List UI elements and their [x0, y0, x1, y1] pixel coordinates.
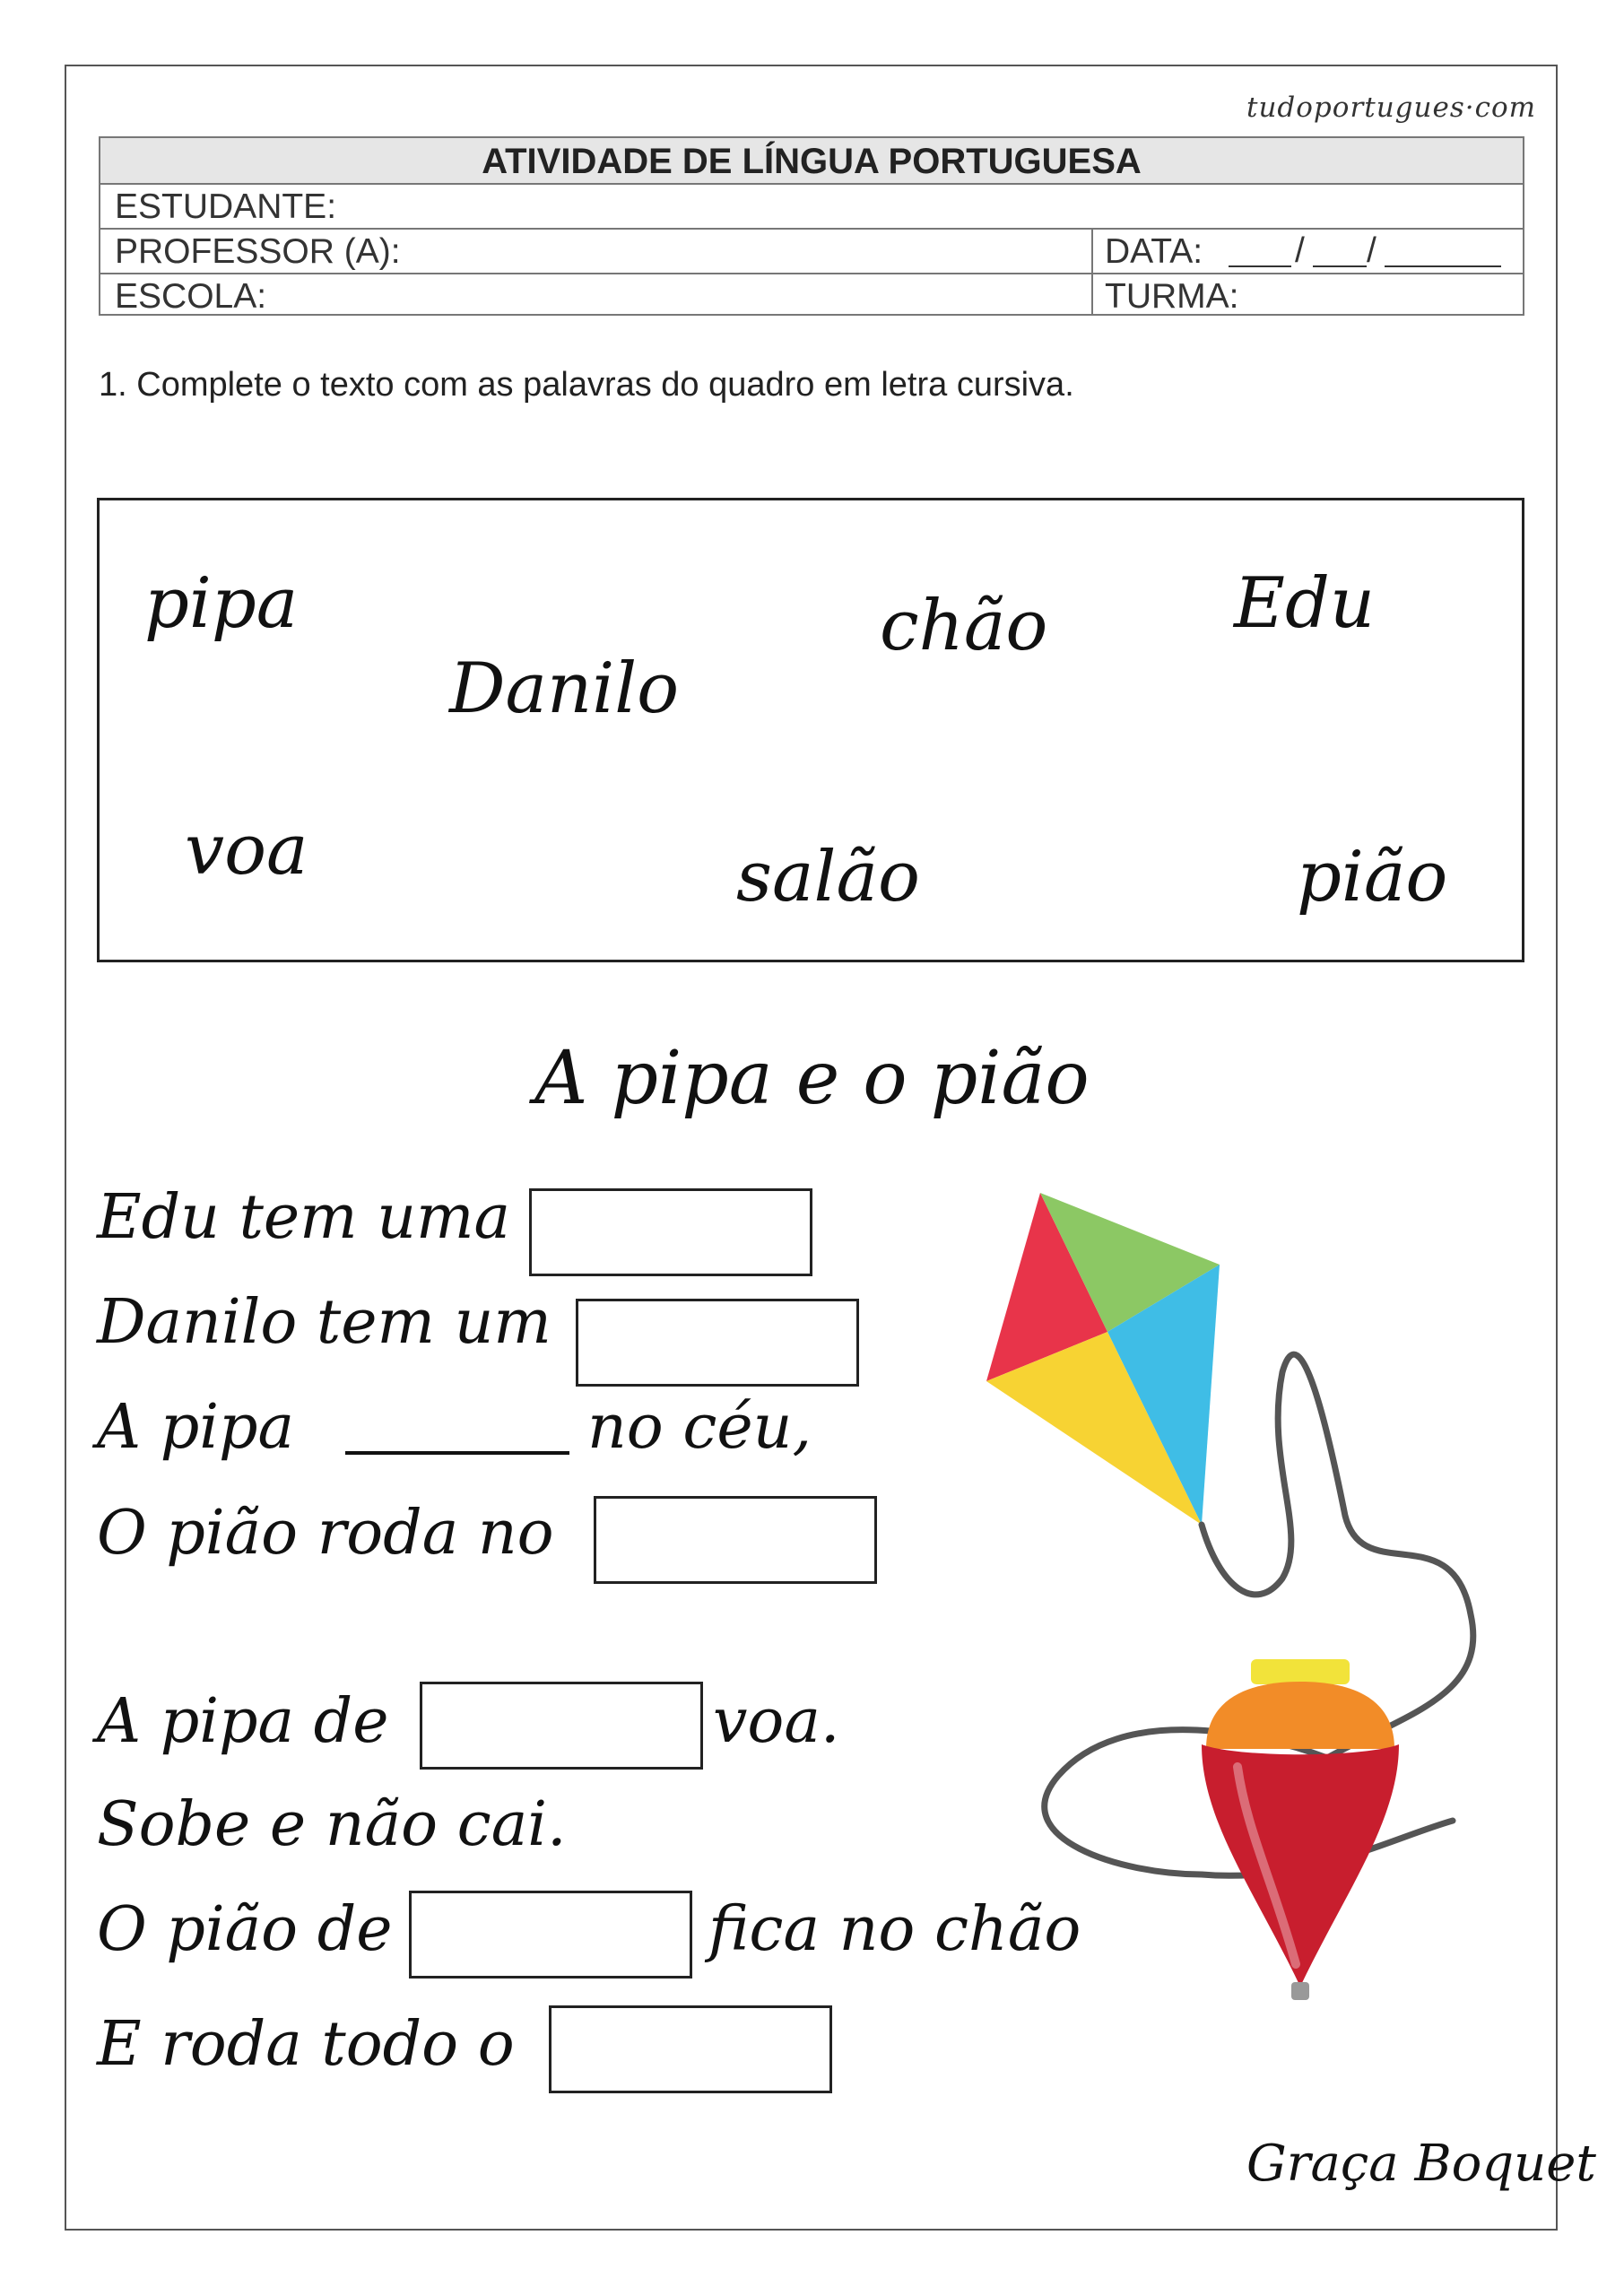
teacher-row	[100, 230, 1523, 274]
class-label: TURMA:	[1105, 277, 1239, 316]
site-watermark: tudoportugues·com	[1246, 91, 1537, 124]
answer-box-7[interactable]	[409, 1891, 692, 1979]
word-pipa: pipa	[144, 563, 299, 644]
signature: Graça Boquet	[1246, 2135, 1596, 2193]
word-chao: chão	[880, 586, 1048, 666]
header-divider	[1091, 230, 1093, 316]
answer-box-5[interactable]	[420, 1682, 703, 1770]
story-line-7a: O pião de	[97, 1894, 393, 1965]
instruction-text: 1. Complete o texto com as palavras do quadro em letra cursiva.	[99, 366, 1074, 404]
word-bank-box	[97, 498, 1524, 962]
word-salao: salão	[736, 837, 920, 918]
word-danilo: Danilo	[449, 648, 680, 729]
answer-line-3[interactable]	[345, 1451, 569, 1455]
story-line-1: Edu tem uma	[97, 1182, 511, 1253]
date-label: DATA:	[1105, 232, 1203, 271]
date-month-line	[1313, 265, 1367, 267]
school-label: ESCOLA:	[115, 277, 267, 316]
story-line-5a: A pipa de	[97, 1686, 389, 1757]
story-line-2: Danilo tem um	[97, 1287, 551, 1358]
story-line-5b: voa.	[713, 1686, 840, 1757]
teacher-label: PROFESSOR (A):	[115, 232, 401, 271]
story-line-8: E roda todo o	[97, 2009, 515, 2080]
story-title: A pipa e o pião	[534, 1036, 1090, 1121]
header-title-row	[100, 138, 1523, 185]
school-row	[100, 274, 1523, 316]
date-year-line	[1385, 265, 1501, 267]
header-table	[99, 136, 1524, 316]
answer-box-8[interactable]	[549, 2005, 832, 2093]
story-line-3b: no céu,	[587, 1392, 812, 1463]
worksheet-title: ATIVIDADE DE LÍNGUA PORTUGUESA	[482, 142, 1142, 181]
student-row	[100, 185, 1523, 230]
date-slash-1: /	[1295, 231, 1305, 270]
word-voa: voa	[185, 810, 308, 891]
date-slash-2: /	[1367, 231, 1376, 270]
kite-icon	[986, 1193, 1220, 1525]
answer-box-4[interactable]	[594, 1496, 877, 1584]
story-line-3a: A pipa	[97, 1392, 295, 1463]
student-label: ESTUDANTE:	[115, 187, 337, 226]
kite-and-top-illustration	[986, 1193, 1542, 2018]
date-day-line	[1229, 265, 1291, 267]
spinning-top-icon	[1202, 1659, 1399, 2000]
word-piao: pião	[1297, 837, 1448, 918]
answer-box-2[interactable]	[576, 1299, 859, 1387]
story-line-6: Sobe e não cai.	[97, 1789, 567, 1860]
story-line-4: O pião roda no	[97, 1498, 554, 1569]
answer-box-1[interactable]	[529, 1188, 812, 1276]
word-edu: Edu	[1234, 563, 1376, 644]
story-line-7b: fica no chão	[708, 1894, 1081, 1965]
